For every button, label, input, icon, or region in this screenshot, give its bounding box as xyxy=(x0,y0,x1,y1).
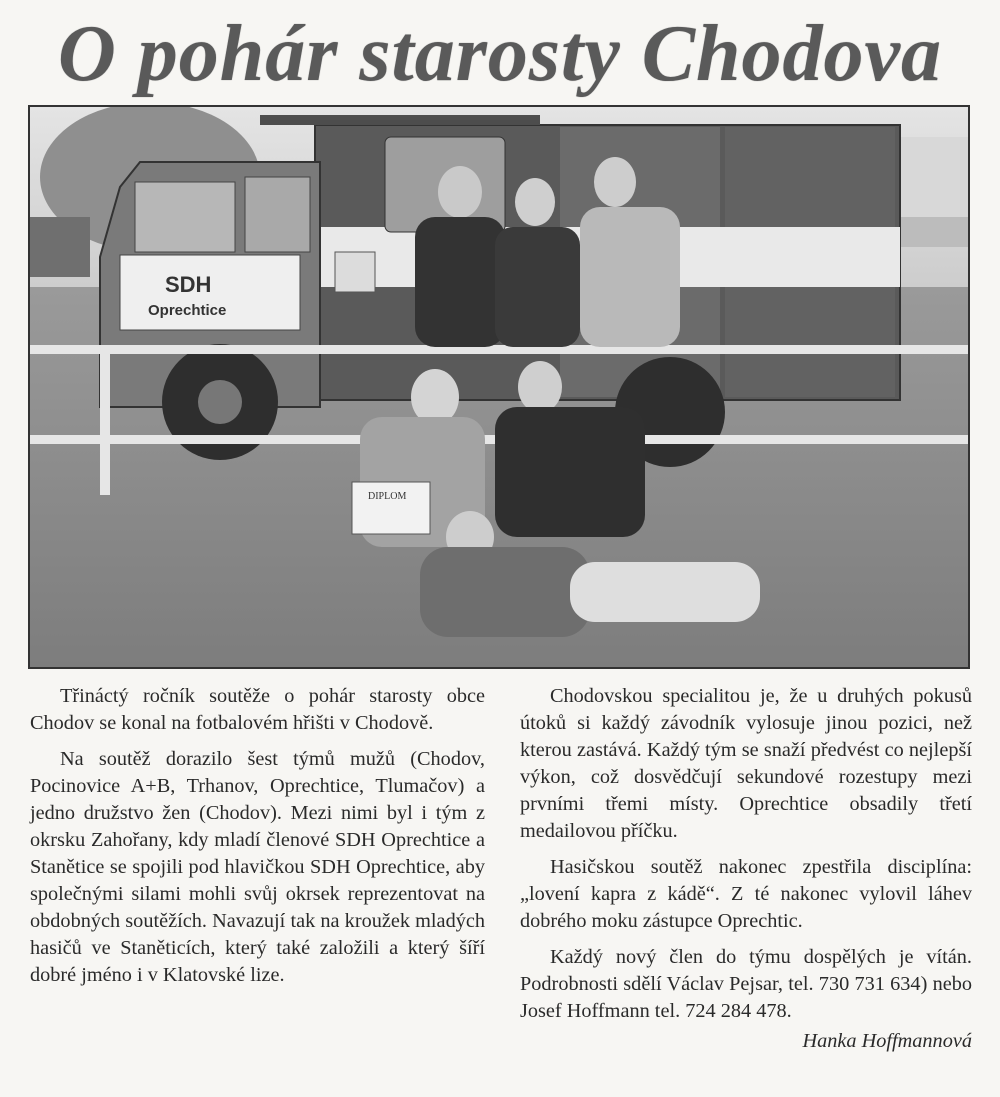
article-left-column xyxy=(30,683,485,998)
paragraph: Hasičskou soutěž nakonec zpestřila disciplína: „lovení kapra z kádě“. Z té nakonec vylovil láhev dobrého moku zástupce Oprechtic. xyxy=(520,856,972,932)
paragraph: Chodovskou specialitou je, že u druhých pokusů útoků si každý závodník vylosuje jinou pozici, než kterou zastává. Každý tým se snaží předvést co nejlepší výkon, což dosvědčují sekundové rozestupy mezi prvními třemi místy. Oprechtice obsadily třetí medailovou příčku. xyxy=(520,685,972,842)
paragraph: Každý nový člen do týmu dospělých je vítán. Podrobnosti sdělí Václav Pejsar, tel. 730 731 634) nebo Josef Hoffmann tel. 724 284 478. xyxy=(520,946,972,1022)
paragraph: Na soutěž dorazilo šest týmů mužů (Chodov, Pocinovice A+B, Trhanov, Oprechtice, Tlumačov) a jedno družstvo žen (Chodov). Mezi nimi byl i tým z okrsku Zahořany, kdy mladí členové SDH Oprechtice a Stanětice se spojili pod hlavičkou SDH Oprechtice, aby společnými silami mohli svůj okrsek reprezentovat na obdobných soutěžích. Navazují tak na kroužek mladých hasičů ve Staněticích, který také založili a který šíří dobré jméno i v Klatovské lize. xyxy=(30,748,485,986)
article-photo xyxy=(28,105,970,669)
truck-sign-sdh: SDH xyxy=(165,272,212,297)
author-signature: Hanka Hoffmannová xyxy=(802,1030,972,1052)
diploma-label: DIPLOM xyxy=(368,491,407,502)
paragraph: Třináctý ročník soutěže o pohár starosty obce Chodov se konal na fotbalovém hřišti v Chodově. xyxy=(30,685,485,734)
article-right-column xyxy=(520,683,972,1055)
article-title: O pohár starosty Chodova xyxy=(57,10,943,98)
truck-sign-oprechtice: Oprechtice xyxy=(148,302,227,319)
